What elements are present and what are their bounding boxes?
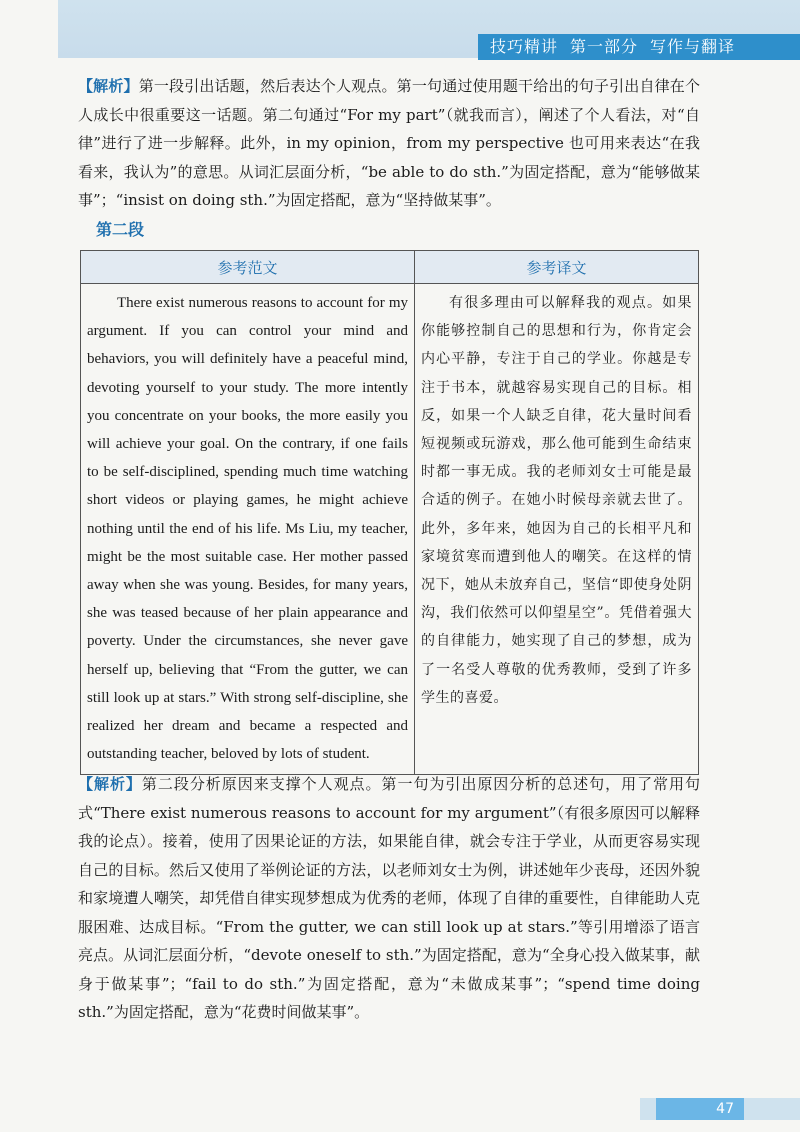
table-row	[81, 284, 699, 775]
model-essay-text: There exist numerous reasons to account for my argument. If you can control your mind and behaviors, you will definitely have a peaceful mind, devoting yourself to your study. The more intently you concentrate on your books, the more easily you will achieve your goal. On the contrary, if one fails to be self-disciplined, spending much time watching short videos or playing games, he might achieve nothing until the end of his life. Ms Liu, my teacher, might be the most suitable case. Her mother passed away when she was young. Besides, for many years, she was teased because of her plain appearance and poverty. Under the circumstances, she never gave herself up, believing that “From the gutter, we can still look up at stars.” With strong self-discipline, she realized her dream and became a respected and outstanding teacher, beloved by lots of student.	[87, 295, 408, 763]
analysis-paragraph-2	[78, 770, 700, 1027]
analysis-label-2: 【解析】	[78, 775, 142, 793]
header-section-tag	[478, 34, 800, 60]
reference-table	[80, 250, 699, 775]
translation-cell	[415, 284, 699, 775]
analysis-paragraph-1	[78, 72, 700, 215]
table-header-row	[81, 251, 699, 284]
page-number: 47	[656, 1098, 744, 1120]
header-section: 技巧精讲	[490, 37, 559, 56]
translation-text: 有很多理由可以解释我的观点。如果你能够控制自己的思想和行为，你肯定会内心平静，专注于自己的学业。你越是专注于书本，就越容易实现自己的目标。相反，如果一个人缺乏自律，花大量时间看短视频或玩游戏，那么他可能到生命结束时都一事无成。我的老师刘女士可能是最合适的例子。在她小时候母亲就去世了。此外，多年来，她因为自己的长相平凡和家境贫寒而遭到他人的嘲笑。在这样的情况下，她从未放弃自己，坚信“即使身处阴沟，我们依然可以仰望星空”。凭借着强大的自律能力，她实现了自己的梦想，成为了一名受人尊敬的优秀教师，受到了许多学生的喜爱。	[421, 295, 692, 706]
table-header-model-essay: 参考范文	[81, 251, 415, 284]
header-part: 第一部分	[570, 37, 639, 56]
table-header-translation: 参考译文	[415, 251, 699, 284]
section-subheading: 第二段	[96, 220, 145, 239]
model-essay-cell	[81, 284, 415, 775]
analysis-label-1: 【解析】	[78, 77, 139, 95]
analysis-text-2: 第二段分析原因来支撑个人观点。第一句为引出原因分析的总述句，用了常用句式“There exist numerous reasons to account for my argument”（有很多原因可以解释我的论点）。接着，使用了因果论证的方法，如果能自律，就会专注于学业，从而更容易实现自己的目标。然后又使用了举例论证的方法，以老师刘女士为例，讲述她年少丧母，还因外貌和家境遭人嘲笑，却凭借自律实现梦想成为优秀的老师，体现了自律的重要性，自律能助人克服困难、达成目标。“From the gutter, we can still look up at stars.”等引用增添了语言亮点。从词汇层面分析，“devote oneself to sth.”为固定搭配，意为“全身心投入做某事，献身于做某事”；“fail to do sth.”为固定搭配，意为“未做成某事”；“spend time doing sth.”为固定搭配，意为“花费时间做某事”。	[78, 775, 700, 1021]
analysis-text-1: 第一段引出话题，然后表达个人观点。第一句通过使用题干给出的句子引出自律在个人成长中很重要这一话题。第二句通过“For my part”（就我而言），阐述了个人看法，对“自律”进行了进一步解释。此外，in my opinion，from my perspective 也可用来表达“在我看来，我认为”的意思。从词汇层面分析，“be able to do sth.”为固定搭配，意为“能够做某事”；“insist on doing sth.”为固定搭配，意为“坚持做某事”。	[78, 77, 700, 209]
header-topic: 写作与翻译	[650, 37, 736, 56]
header-bar	[58, 0, 800, 58]
